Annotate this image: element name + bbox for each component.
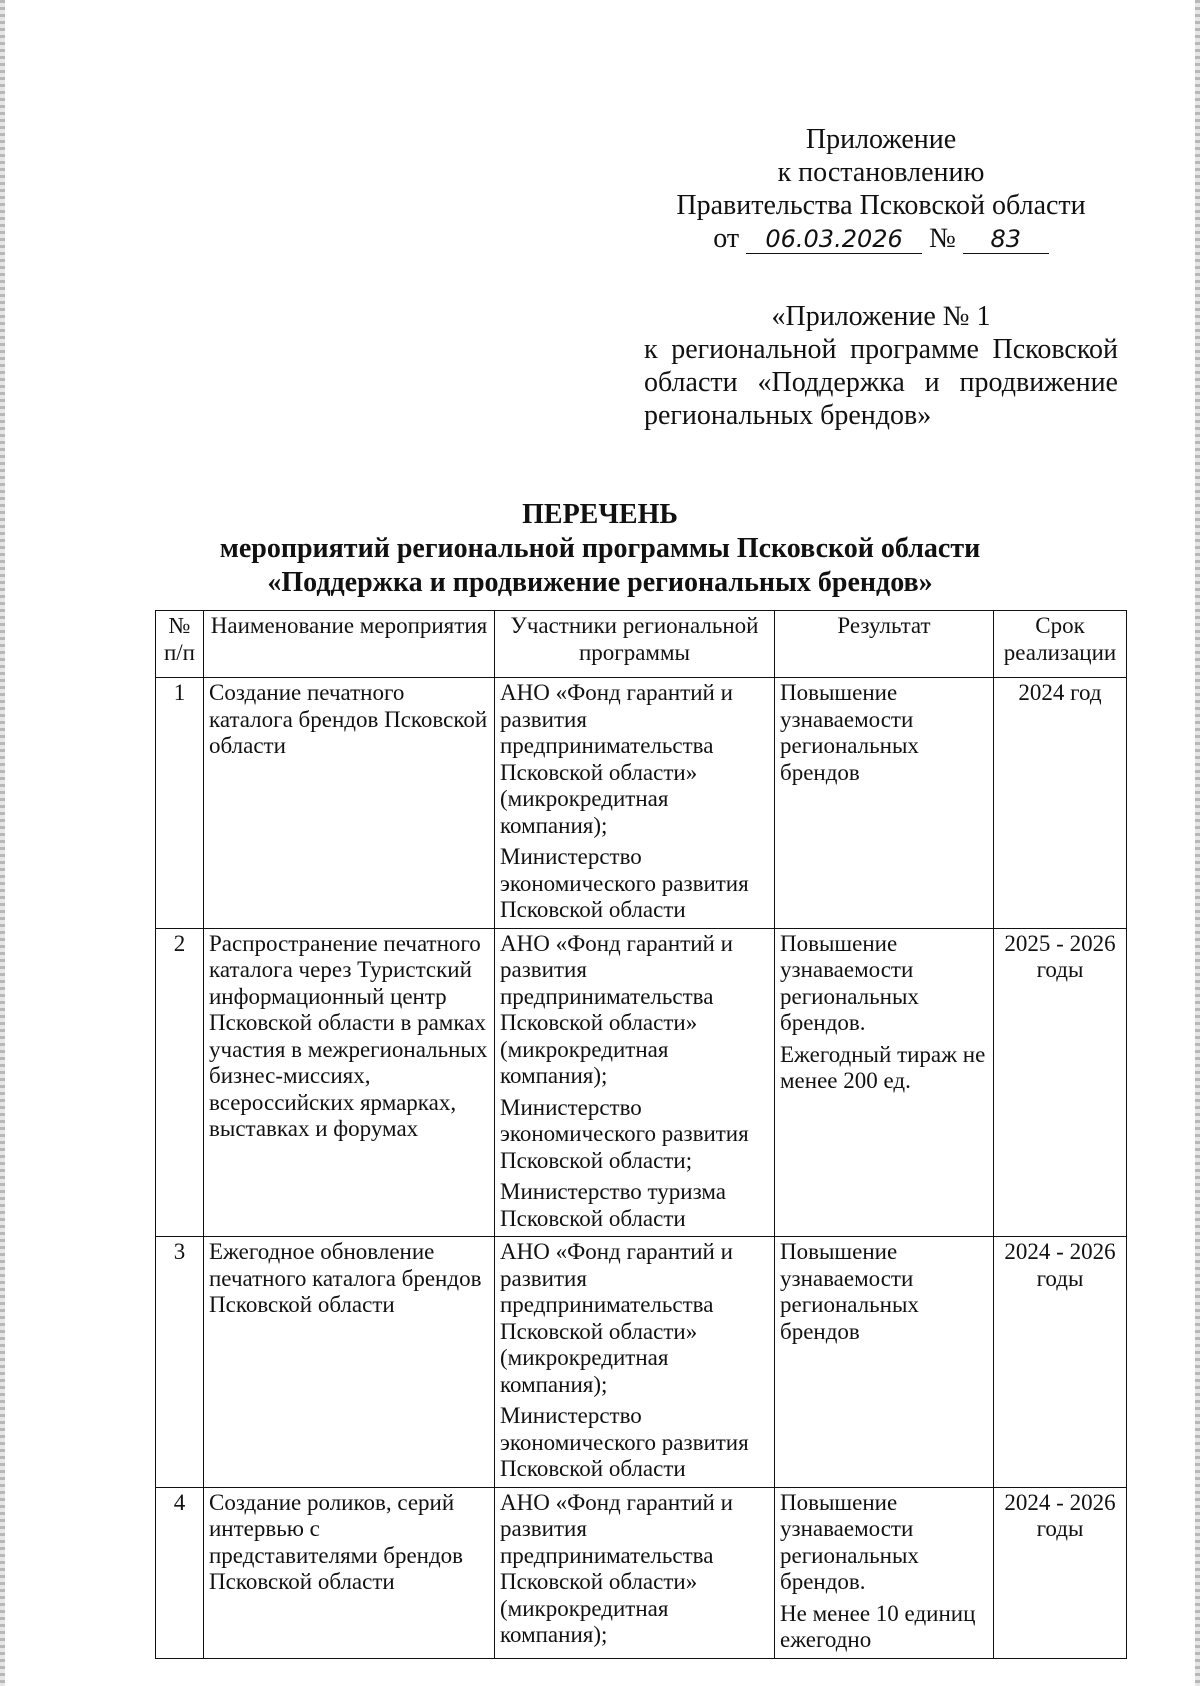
program-appendix-line-1: «Приложение № 1: [771, 301, 991, 332]
scan-edge-left: [0, 0, 5, 1686]
appendix-line-2: к постановлению: [777, 157, 985, 188]
header-name: Наименование мероприятия: [204, 611, 495, 678]
title-line-3: «Поддержка и продвижение региональных брендов»: [267, 567, 933, 598]
row-term: 2024 - 2026 годы: [994, 1487, 1127, 1658]
row-participants: [495, 1237, 775, 1488]
row-num: 1: [156, 678, 204, 929]
program-appendix-line-2: к региональной программе Псковской: [644, 334, 1118, 365]
decree-number-handwritten: 83: [963, 225, 1049, 254]
table-header-row: [156, 611, 1127, 678]
row-participants: [495, 678, 775, 929]
row-name: Распространение печатного каталога через Туристский информационный центр Псковской области в рамках участия в межрегиональных бизнес-миссиях, всероссийских ярмарках, выставках и форумах: [204, 928, 495, 1237]
header-num: № п/п: [156, 611, 204, 678]
document-title: [150, 498, 1050, 600]
row-name: Создание печатного каталога брендов Псковской области: [204, 678, 495, 929]
number-prefix: №: [929, 223, 956, 254]
participant: Министерство экономического развития Псковской области: [500, 1403, 749, 1481]
title-line-1: ПЕРЕЧЕНЬ: [522, 499, 678, 530]
row-name: Создание роликов, серий интервью с представителями брендов Псковской области: [204, 1487, 495, 1658]
result-text: Повышение узнаваемости региональных брендов.: [780, 930, 919, 1035]
row-participants: [495, 928, 775, 1237]
title-line-2: мероприятий региональной программы Псковской области: [219, 533, 981, 564]
row-result: [775, 1237, 994, 1488]
row-result: [775, 1487, 994, 1658]
row-result: [775, 678, 994, 929]
result-text: Повышение узнаваемости региональных брендов.: [780, 1489, 919, 1594]
header-result: Результат: [775, 611, 994, 678]
row-num: 4: [156, 1487, 204, 1658]
scan-edge-right: [1195, 0, 1200, 1686]
row-num: 2: [156, 928, 204, 1237]
date-prefix: от: [713, 223, 740, 254]
participant: АНО «Фонд гарантий и развития предпринимательства Псковской области» (микрокредитная компания);: [500, 1489, 733, 1647]
result-text: Ежегодный тираж не менее 200 ед.: [780, 1041, 986, 1093]
result-text: Повышение узнаваемости региональных брендов: [780, 1239, 919, 1344]
decree-date-handwritten: 06.03.2026: [746, 225, 922, 254]
appendix-line-3: Правительства Псковской области: [676, 190, 1086, 221]
table-row: [156, 1237, 1127, 1488]
program-appendix-line-4: региональных брендов»: [644, 400, 932, 431]
appendix-line-1: Приложение: [805, 124, 957, 155]
table-row: [156, 1487, 1127, 1658]
decree-date-line: [713, 222, 1049, 255]
participant: АНО «Фонд гарантий и развития предпринимательства Псковской области» (микрокредитная компания);: [500, 930, 733, 1088]
participant: Министерство туризма Псковской области: [500, 1179, 726, 1231]
participant: Министерство экономического развития Псковской области: [500, 844, 749, 922]
row-term: 2024 год: [994, 678, 1127, 929]
table-row: [156, 678, 1127, 929]
header-term: Срок реализации: [994, 611, 1127, 678]
appendix-header: [600, 123, 1162, 255]
table-row: [156, 928, 1127, 1237]
participant: АНО «Фонд гарантий и развития предпринимательства Псковской области» (микрокредитная компания);: [500, 680, 733, 838]
row-term: 2024 - 2026 годы: [994, 1237, 1127, 1488]
result-text: Повышение узнаваемости региональных брендов: [780, 680, 919, 785]
measures-table: [155, 610, 1127, 1659]
row-num: 3: [156, 1237, 204, 1488]
participant: Министерство экономического развития Псковской области;: [500, 1094, 749, 1173]
row-term: 2025 - 2026 годы: [994, 928, 1127, 1237]
row-participants: [495, 1487, 775, 1658]
row-name: Ежегодное обновление печатного каталога брендов Псковской области: [204, 1237, 495, 1488]
participant: АНО «Фонд гарантий и развития предпринимательства Псковской области» (микрокредитная компания);: [500, 1239, 733, 1397]
program-appendix-header: [644, 300, 1118, 432]
program-appendix-line-3: области «Поддержка и продвижение: [644, 367, 1118, 398]
row-result: [775, 928, 994, 1237]
result-text: Не менее 10 единиц ежегодно: [780, 1600, 976, 1652]
header-participants: Участники региональной программы: [495, 611, 775, 678]
